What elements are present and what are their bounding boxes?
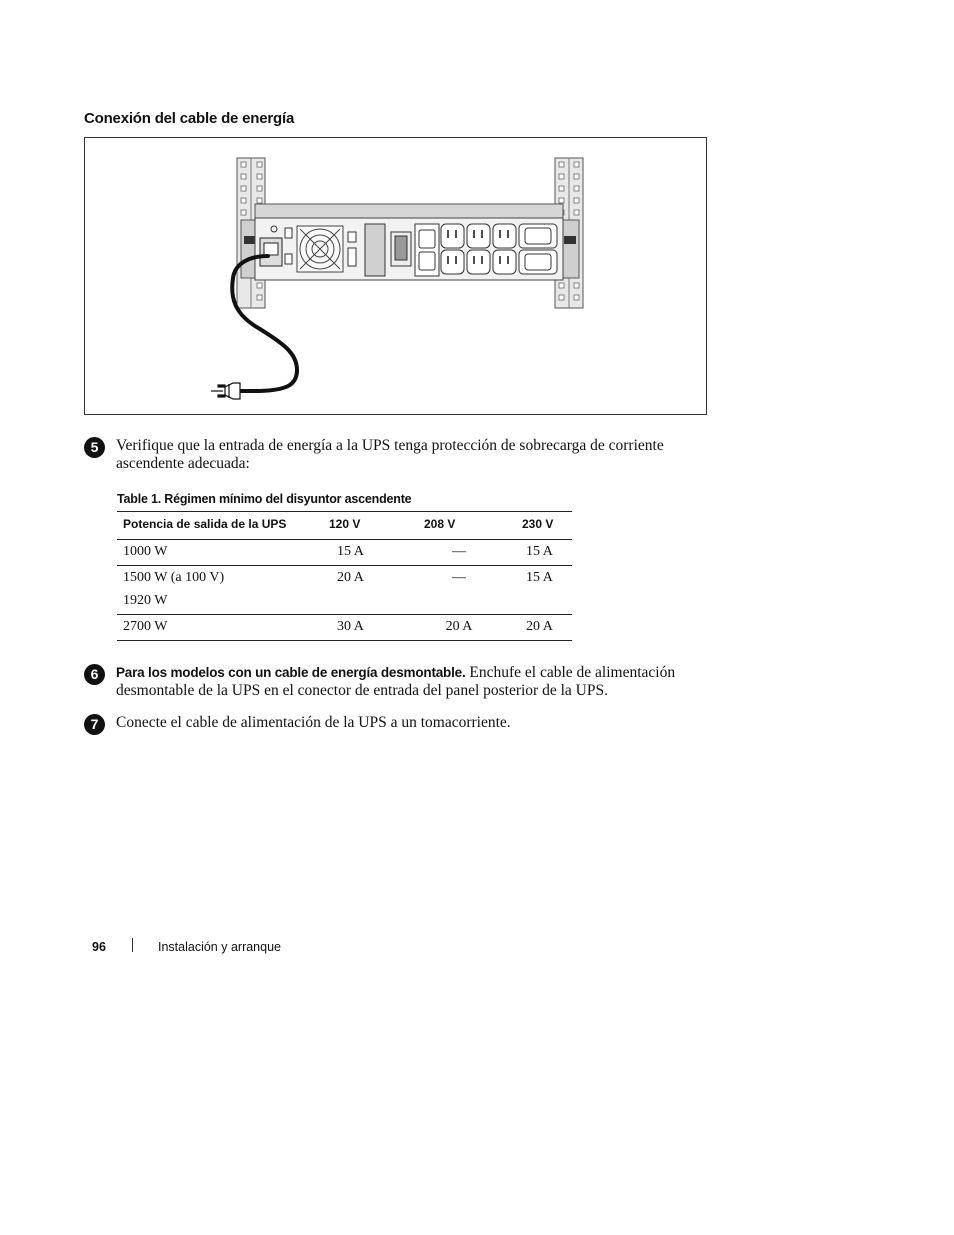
step-text: Verifique que la entrada de energía a la UPS tenga protección de sobrecarga de corriente ascendente adecuada: [116, 437, 664, 472]
ups-rear-panel-figure [84, 137, 707, 415]
breaker-rating-table [117, 511, 572, 641]
table-row [117, 540, 572, 566]
table-row [117, 615, 572, 641]
cell-power: 1500 W (a 100 V) 1920 W [117, 566, 323, 615]
step-text: Conecte el cable de alimentación de la UPS a un tomacorriente. [116, 714, 511, 731]
table-row [117, 566, 572, 615]
section-heading: Conexión del cable de energía [84, 110, 295, 127]
page-number: 96 [92, 940, 106, 954]
cell-120v: 15 A [323, 540, 410, 566]
iec-outlets [415, 224, 439, 276]
step-number-badge: 5 [84, 437, 105, 458]
cell-120v: 30 A [323, 615, 410, 641]
step-text: Para los modelos con un cable de energía desmontable. Enchufe el cable de alimentación desmontable de la UPS en el conector de entrada del panel posterior de la UPS. [116, 664, 676, 699]
cell-208v: — [410, 566, 508, 615]
ups-rack-illustration [85, 138, 708, 416]
step-number-badge: 6 [84, 664, 105, 685]
cell-208v: — [410, 540, 508, 566]
cell-120v: 20 A [323, 566, 410, 615]
table-header-row [117, 512, 572, 540]
cell-power: 1000 W [117, 540, 323, 566]
fan-grille [297, 226, 343, 272]
header-208v: 208 V [410, 512, 508, 540]
cell-208v: 20 A [410, 615, 508, 641]
footer-chapter-title: Instalación y arranque [158, 940, 281, 954]
cell-power: 2700 W [117, 615, 323, 641]
cell-230v: 20 A [508, 615, 572, 641]
header-120v: 120 V [323, 512, 410, 540]
footer-divider [132, 938, 133, 952]
cell-230v: 15 A [508, 566, 572, 615]
step-lead: Para los modelos con un cable de energía desmontable. [116, 665, 466, 680]
cell-230v: 15 A [508, 540, 572, 566]
power-plug-icon [211, 383, 240, 399]
step-number-badge: 7 [84, 714, 105, 735]
header-230v: 230 V [508, 512, 572, 540]
table-caption: Table 1. Régimen mínimo del disyuntor ascendente [117, 492, 412, 506]
header-power: Potencia de salida de la UPS [117, 512, 323, 540]
